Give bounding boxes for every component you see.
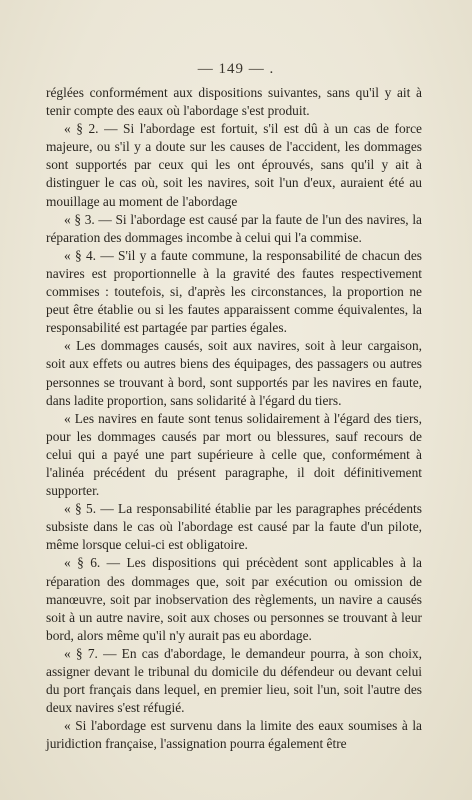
paragraph-damages-caused: « Les dommages causés, soit aux navires, soit à leur cargaison, soit aux effets ou autres biens des équipages, des passagers ou autres personnes se trouvant à bord, sont supportés par les navires en faute, dans ladite proportion, sans solidarité à l'égard du tiers.: [46, 338, 422, 408]
paragraph-section-7: « § 7. — En cas d'abordage, le demandeur pourra, à son choix, assigner devant le tribunal du domicile du défendeur ou devant celui du port français dans lequel, en premier lieu, soit l'un, soit l'autre des deux navires s'est réfugié.: [46, 645, 422, 716]
paragraph-continuation: réglées conformément aux dispositions suivantes, sans qu'il y ait à tenir compte des eaux où l'abordage s'est produit.: [46, 85, 422, 119]
paragraph-french-jurisdiction: « Si l'abordage est survenu dans la limite des eaux soumises à la juridiction française, l'assignation pourra également être: [46, 718, 422, 752]
paragraph-section-5: « § 5. — La responsabilité établie par les paragraphes précédents subsiste dans le cas où l'abordage est causé par la faute d'un pilote, même lorsque celui-ci est obligatoire.: [46, 501, 422, 553]
page-number: — 149 — .: [197, 61, 275, 77]
paragraph-section-4: « § 4. — S'il y a faute commune, la responsabilité de chacun des navires est proportionnelle à la gravité des fautes respectivement commises : toutefois, si, d'après les circonstances, la proportion ne peut être établie ou si les fautes apparaissent comme équivalentes, la responsabilité est partagée par parties égales.: [46, 247, 422, 336]
paragraph-section-6: « § 6. — Les dispositions qui précèdent sont applicables à la réparation des dommages que, soit par exécution ou omission de manœuvre, soit par inobservation des règlements, un navire a causés soit à un autre navire, soit aux choses ou personnes se trouvant à leur bord, alors même qu'il n'y aurait pas eu abordage.: [46, 555, 422, 643]
paragraph-section-3: « § 3. — Si l'abordage est causé par la faute de l'un des navires, la réparation des dommages incombe à celui qui l'a commise.: [46, 211, 422, 245]
paragraph-section-2: « § 2. — Si l'abordage est fortuit, s'il est dû à un cas de force majeure, ou s'il y a doute sur les causes de l'accident, les dommages sont supportés par ceux qui les ont éprouvés, sans qu'il y ait à distinguer le cas où, soit les navires, soit l'un d'eux, auraient été au mouillage au moment de l'abordage: [46, 121, 422, 209]
paragraph-joint-liability: « Les navires en faute sont tenus solidairement à l'égard des tiers, pour les dommages causés par mort ou blessures, sauf recours de celui qui a payé une part supérieure à celle que, conformément à l'alinéa précédent du présent paragraphe, il doit définitivement supporter.: [46, 410, 422, 499]
body-text: [46, 84, 422, 753]
